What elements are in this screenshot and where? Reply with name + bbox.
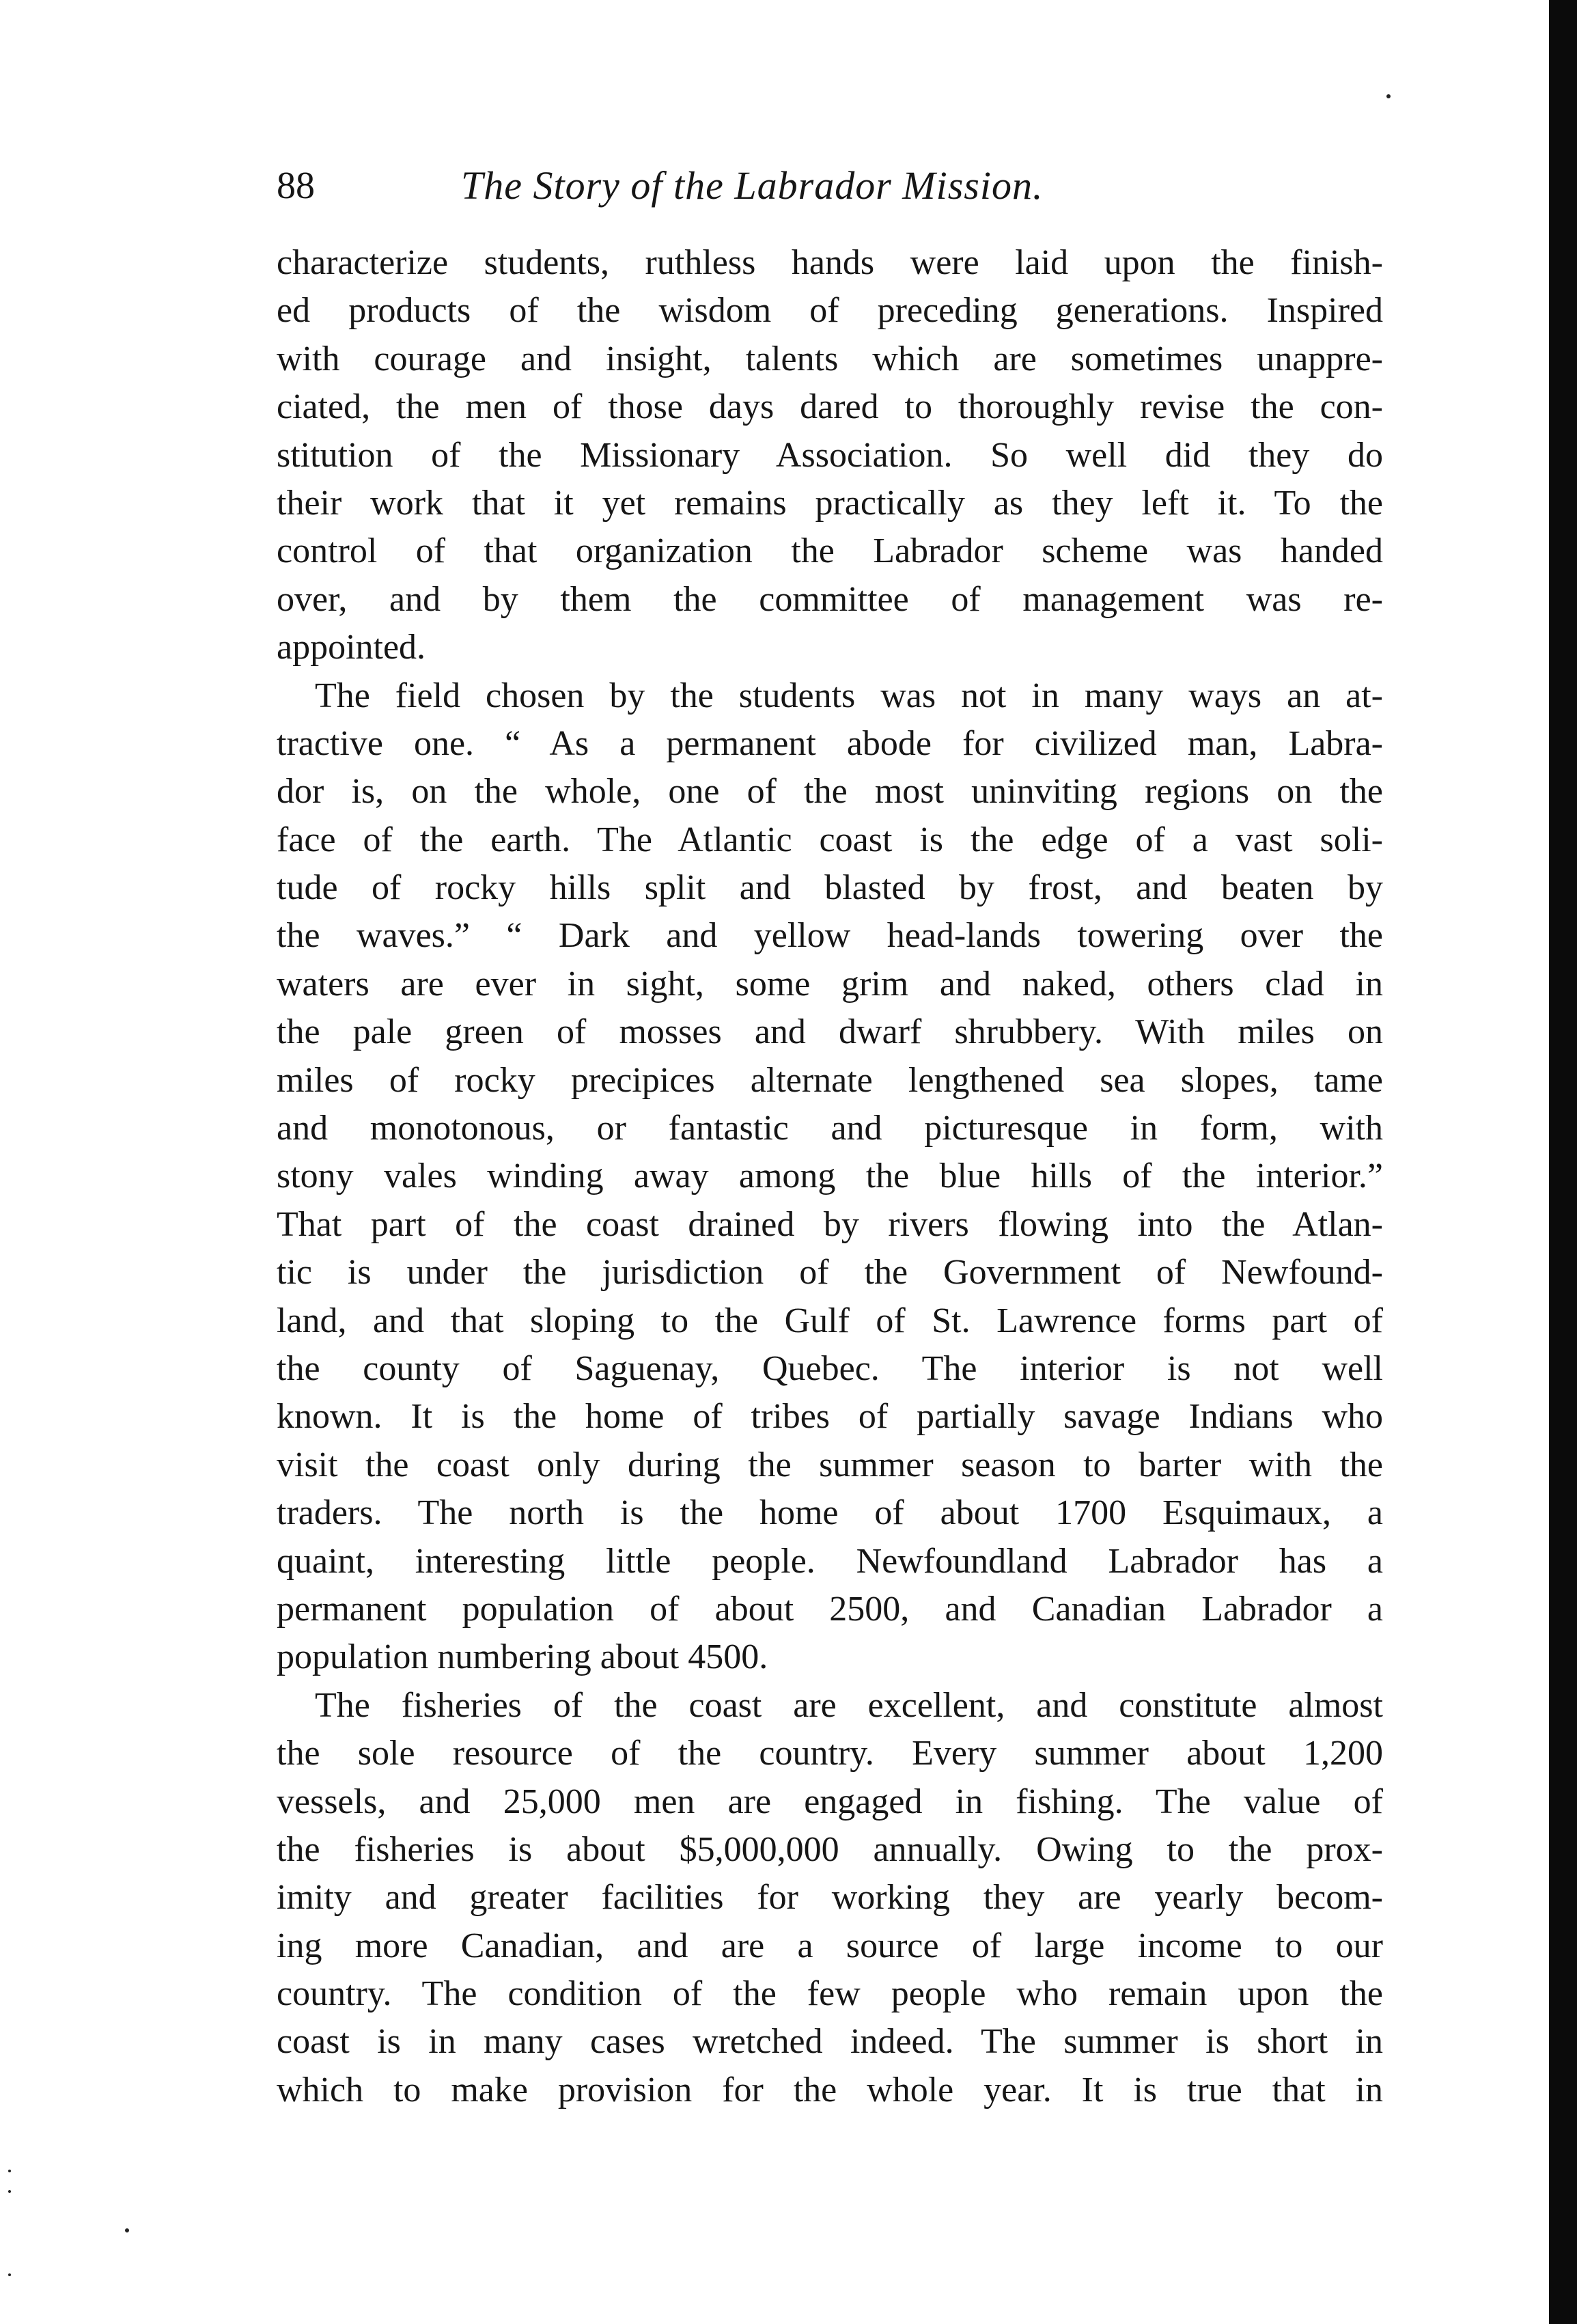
text-line: land, and that sloping to the Gulf of St. Lawrence forms part of	[277, 1301, 1383, 1340]
text-line: the waves.” “ Dark and yellow head-lands towering over the	[277, 916, 1383, 956]
text-line: vessels, and 25,000 men are engaged in fishing. The value of	[277, 1782, 1383, 1821]
scan-speck	[8, 2273, 11, 2276]
text-line: coast is in many cases wretched indeed. The summer is short in	[277, 2022, 1383, 2062]
text-line: ed products of the wisdom of preceding generations. Inspired	[277, 291, 1383, 331]
text-line: which to make provision for the whole year. It is true that in	[277, 2070, 1383, 2109]
text-line: known. It is the home of tribes of partially savage Indians who	[277, 1397, 1383, 1437]
text-line: dor is, on the whole, one of the most uninviting regions on the	[277, 772, 1383, 812]
text-line: traders. The north is the home of about 1700 Esquimaux, a	[277, 1493, 1383, 1533]
text-line: visit the coast only during the summer season to barter with the	[277, 1445, 1383, 1484]
scan-speck	[125, 2228, 129, 2232]
page-number: 88	[277, 165, 315, 207]
text-line: stony vales winding away among the blue hills of the interior.”	[277, 1157, 1383, 1196]
text-line: stitution of the Missionary Association. So well did they do	[277, 435, 1383, 475]
running-title: The Story of the Labrador Mission.	[461, 163, 1044, 208]
text-line: country. The condition of the few people who remain upon the	[277, 1974, 1383, 2014]
text-line: tic is under the jurisdiction of the Government of Newfound-	[277, 1253, 1383, 1292]
text-line: and monotonous, or fantastic and picturesque in form, with	[277, 1109, 1383, 1148]
text-line: control of that organization the Labrador scheme was handed	[277, 531, 1383, 571]
text-line: their work that it yet remains practically as they left it. To the	[277, 483, 1383, 523]
text-line: population numbering about 4500.	[277, 1637, 768, 1677]
text-line: face of the earth. The Atlantic coast is the edge of a vast soli-	[277, 820, 1383, 859]
scan-speck	[8, 2190, 11, 2193]
text-line: miles of rocky precipices alternate lengthened sea slopes, tame	[277, 1060, 1383, 1100]
text-line: ciated, the men of those days dared to thoroughly revise the con-	[277, 387, 1383, 427]
text-line: tractive one. “ As a permanent abode for civilized man, Labra-	[277, 723, 1383, 763]
text-line: permanent population of about 2500, and Canadian Labrador a	[277, 1589, 1383, 1629]
page-body	[277, 239, 1383, 2114]
text-line: The field chosen by the students was not in many ways an at-	[315, 676, 1383, 715]
page-header	[277, 158, 1383, 213]
scan-speck	[8, 2170, 11, 2172]
text-line: That part of the coast drained by rivers flowing into the Atlan-	[277, 1204, 1383, 1244]
text-line: quaint, interesting little people. Newfoundland Labrador has a	[277, 1541, 1383, 1581]
scan-edge-bar	[1549, 0, 1577, 2324]
text-line: the fisheries is about $5,000,000 annually. Owing to the prox-	[277, 1829, 1383, 1869]
text-line: characterize students, ruthless hands were laid upon the finish-	[277, 243, 1383, 282]
text-line: imity and greater facilities for working they are yearly becom-	[277, 1878, 1383, 1918]
text-line: appointed.	[277, 628, 426, 667]
paragraph	[277, 672, 1383, 1682]
text-line: the sole resource of the country. Every summer about 1,200	[277, 1734, 1383, 1773]
text-line: the pale green of mosses and dwarf shrubbery. With miles on	[277, 1012, 1383, 1052]
text-line: the county of Saguenay, Quebec. The interior is not well	[277, 1348, 1383, 1388]
text-line: over, and by them the committee of management was re-	[277, 579, 1383, 619]
paragraph	[277, 1682, 1383, 2115]
text-line: ing more Canadian, and are a source of large income to our	[277, 1926, 1383, 1965]
text-line: waters are ever in sight, some grim and naked, others clad in	[277, 964, 1383, 1004]
paragraph	[277, 239, 1383, 672]
text-line: tude of rocky hills split and blasted by frost, and beaten by	[277, 868, 1383, 908]
scan-speck	[1386, 94, 1391, 98]
text-line: with courage and insight, talents which are sometimes unappre-	[277, 339, 1383, 378]
text-line: The fisheries of the coast are excellent, and constitute almost	[315, 1685, 1383, 1725]
